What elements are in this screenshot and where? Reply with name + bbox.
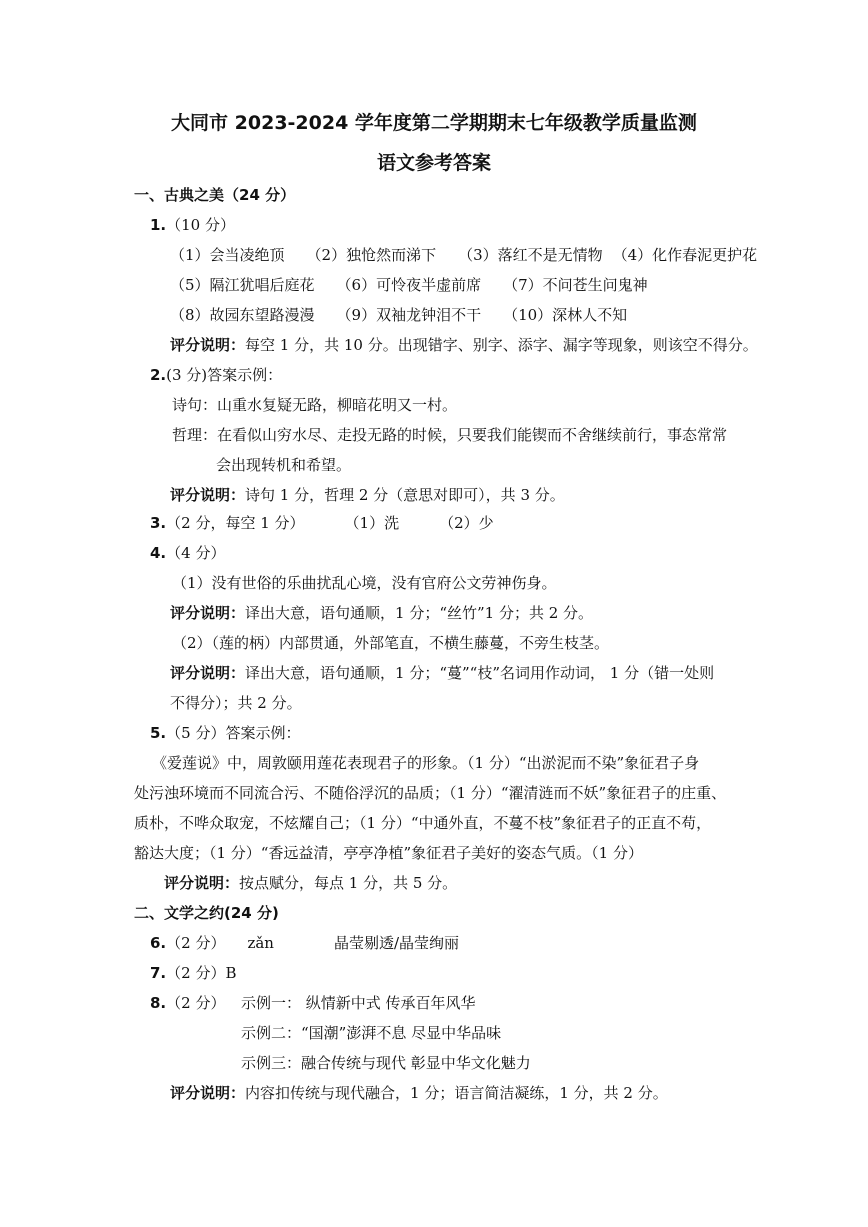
question-number: 5.	[150, 724, 167, 742]
answer-example-1: 示例一： 纵情新中式 传承百年风华	[241, 994, 476, 1012]
answer-translation-2: （2）（莲的柄）内部贯通，外部笔直，不横生藤蔓，不旁生枝茎。	[172, 634, 610, 652]
answer-item: （2）少	[439, 514, 494, 532]
grading-note	[170, 603, 593, 623]
question-5-header	[150, 723, 300, 743]
section-heading-classical: 一、古典之美（24 分）	[134, 186, 296, 204]
grading-label: 评分说明：	[170, 604, 246, 622]
grading-text: 内容扣传统与现代融合，1 分；语言简洁凝练，1 分，共 2 分。	[245, 1084, 668, 1102]
answer-item: （4）化作春泥更护花	[612, 246, 758, 264]
document-subtitle: 语文参考答案	[376, 152, 491, 174]
grading-note	[170, 1083, 668, 1103]
question-points: (3 分)答案示例：	[166, 366, 283, 384]
answer-item: （3）落红不是无情物	[458, 246, 603, 264]
question-8-header	[150, 993, 225, 1013]
answer-item: （7）不问苍生问鬼神	[503, 276, 648, 294]
answer-item: （2）独怆然而涕下	[306, 246, 437, 264]
grading-note	[164, 873, 457, 893]
question-7	[150, 963, 236, 983]
answer-item: （10）深林人不知	[503, 306, 628, 324]
answer-row	[170, 275, 648, 295]
question-number: 2.	[150, 366, 167, 384]
answer-paragraph-line: 豁达大度；（1 分）“香远益清，亭亭净植”象征君子美好的姿态气质。（1 分）	[134, 844, 643, 862]
grading-label: 评分说明：	[170, 486, 246, 504]
answer-row	[170, 245, 757, 265]
question-points: （4 分）	[166, 544, 226, 562]
answer-row	[170, 305, 627, 325]
question-answer: （2 分）B	[166, 964, 237, 982]
question-points: （2 分，每空 1 分）	[166, 514, 305, 532]
answer-example-3: 示例三：融合传统与现代 彰显中华文化魅力	[241, 1054, 531, 1072]
question-number: 1.	[150, 216, 167, 234]
question-number: 4.	[150, 544, 167, 562]
grading-text-cont: 不得分）；共 2 分。	[170, 694, 302, 712]
question-number: 3.	[150, 514, 167, 532]
answer-item: （6）可怜夜半虚前席	[336, 276, 482, 294]
grading-label: 评分说明：	[170, 336, 246, 354]
grading-label: 评分说明：	[164, 874, 240, 892]
grading-text: 译出大意，语句通顺，1 分；“丝竹”1 分；共 2 分。	[245, 604, 594, 622]
grading-note	[170, 485, 565, 505]
grading-text: 诗句 1 分，哲理 2 分（意思对即可），共 3 分。	[245, 486, 565, 504]
grading-label: 评分说明：	[170, 664, 246, 682]
grading-note	[170, 335, 758, 355]
answer-item: （8）故园东望路漫漫	[170, 306, 315, 324]
question-points: （10 分）	[166, 216, 235, 234]
question-4-header	[150, 543, 225, 563]
grading-label: 评分说明：	[170, 1084, 246, 1102]
answer-item: （9）双袖龙钟泪不干	[336, 306, 482, 324]
section-heading-literature: 二、文学之约(24 分)	[134, 904, 279, 922]
answer-translation-1: （1）没有世俗的乐曲扰乱心境，没有官府公文劳神伤身。	[172, 574, 557, 592]
document-title: 大同市 2023-2024 学年度第二学期期末七年级教学质量监测	[171, 112, 697, 134]
question-3	[150, 513, 494, 533]
question-points: （2 分）	[166, 934, 226, 952]
grading-text: 译出大意，语句通顺，1 分；“蔓”“枝”名词用作动词， 1 分（错一处则	[245, 664, 715, 682]
question-2-header	[150, 365, 282, 385]
answer-poem: 诗句：山重水复疑无路，柳暗花明又一村。	[172, 396, 458, 414]
answer-item: （5）隔江犹唱后庭花	[170, 276, 315, 294]
grading-note	[170, 663, 714, 683]
question-1-header	[150, 215, 235, 235]
question-number: 7.	[150, 964, 167, 982]
question-6	[150, 933, 459, 953]
grading-text: 每空 1 分，共 10 分。出现错字、别字、添字、漏字等现象，则该空不得分。	[245, 336, 758, 354]
answer-paragraph-line: 《爱莲说》中，周敦颐用莲花表现君子的形象。（1 分）“出淤泥而不染”象征君子身	[152, 754, 700, 772]
answer-philosophy-cont: 会出现转机和希望。	[216, 456, 352, 474]
answer-paragraph-line: 质朴，不哗众取宠，不炫耀自己；（1 分）“中通外直，不蔓不枝”象征君子的正直不苟，	[134, 814, 712, 832]
answer-example-2: 示例二：“国潮”澎湃不息 尽显中华品味	[241, 1024, 502, 1042]
answer-item: （1）洗	[344, 514, 400, 532]
answer-words: 晶莹剔透/晶莹绚丽	[333, 934, 460, 952]
grading-text: 按点赋分，每点 1 分，共 5 分。	[239, 874, 458, 892]
question-points: （5 分）答案示例：	[166, 724, 301, 742]
answer-philosophy: 哲理：在看似山穷水尽、走投无路的时候，只要我们能锲而不舍继续前行，事态常常	[172, 426, 728, 444]
question-number: 6.	[150, 934, 167, 952]
answer-paragraph-line: 处污浊环境而不同流合污、不随俗浮沉的品质；（1 分）“濯清涟而不妖”象征君子的庄重、	[134, 784, 727, 802]
question-number: 8.	[150, 994, 167, 1012]
answer-pinyin: zǎn	[247, 934, 274, 952]
answer-item: （1）会当凌绝顶	[170, 246, 285, 264]
question-points: （2 分）	[166, 994, 226, 1012]
